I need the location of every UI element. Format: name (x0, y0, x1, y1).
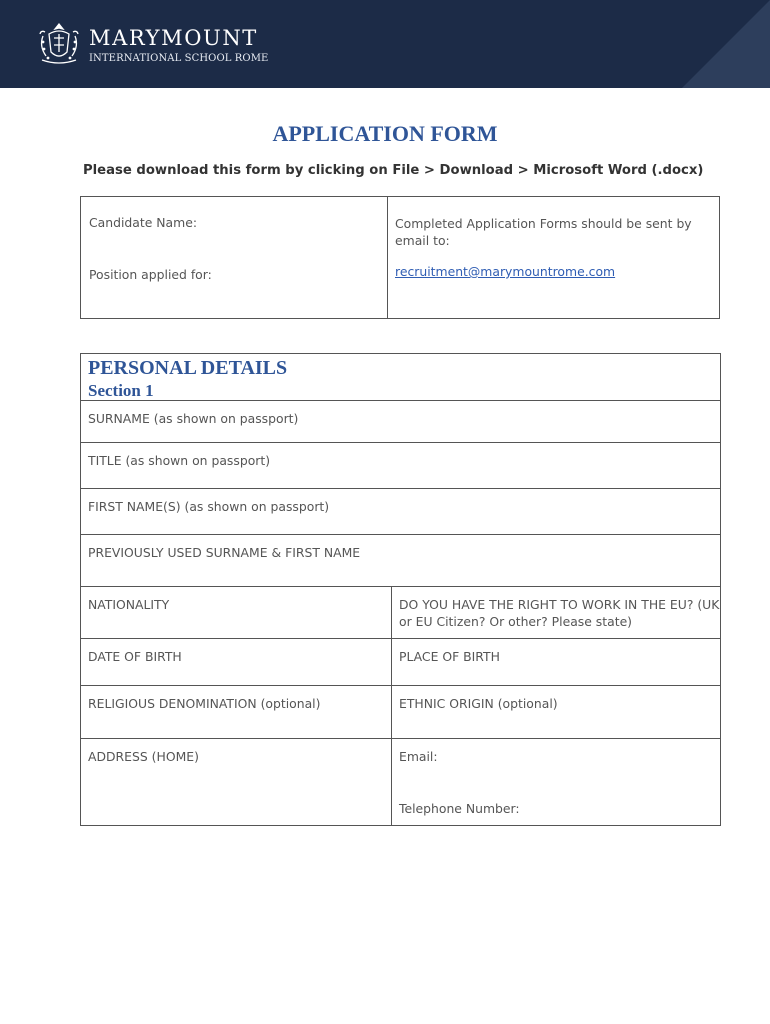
place-of-birth-field[interactable] (392, 639, 721, 686)
religion-field[interactable] (81, 686, 392, 739)
home-address-label: ADDRESS (HOME) (88, 749, 199, 764)
date-of-birth-label: DATE OF BIRTH (88, 649, 182, 664)
date-of-birth-field[interactable] (81, 639, 392, 686)
section-number: Section 1 (88, 381, 154, 400)
previous-names-label: PREVIOUSLY USED SURNAME & FIRST NAME (88, 545, 361, 560)
banner-diagonal-stripe (682, 0, 770, 88)
religion-label: RELIGIOUS DENOMINATION (optional) (88, 696, 321, 711)
form-title: APPLICATION FORM (272, 121, 498, 146)
right-to-work-label: DO YOU HAVE THE RIGHT TO WORK IN THE EU? (UK or EU Citizen? Or other? Please state) (399, 597, 720, 629)
position-label: Position applied for: (89, 267, 212, 282)
title-field[interactable] (81, 443, 721, 489)
candidate-name-label: Candidate Name: (89, 215, 198, 230)
submission-info-cell (388, 197, 720, 319)
contact-field[interactable] (392, 739, 721, 826)
place-of-birth-label: PLACE OF BIRTH (399, 649, 500, 664)
personal-details-header (81, 354, 721, 401)
candidate-info-cell[interactable] (81, 197, 388, 319)
intro-table (80, 196, 720, 319)
ethnic-origin-label: ETHNIC ORIGIN (optional) (399, 696, 558, 711)
surname-field[interactable] (81, 401, 721, 443)
nationality-label: NATIONALITY (88, 597, 170, 612)
ethnic-origin-field[interactable] (392, 686, 721, 739)
recruitment-email-link[interactable]: recruitment@marymountrome.com (395, 264, 616, 279)
previous-names-field[interactable] (81, 535, 721, 587)
first-names-field[interactable] (81, 489, 721, 535)
home-address-field[interactable] (81, 739, 392, 826)
title-label: TITLE (as shown on passport) (88, 453, 271, 468)
personal-details-table (80, 353, 721, 826)
email-label: Email: (399, 749, 438, 764)
school-crest-icon (34, 18, 84, 68)
telephone-label: Telephone Number: (399, 801, 520, 816)
school-subtitle: INTERNATIONAL SCHOOL ROME (89, 53, 269, 64)
first-names-label: FIRST NAME(S) (as shown on passport) (88, 499, 330, 514)
download-instruction: Please download this form by clicking on File > Download > Microsoft Word (.docx) (83, 163, 704, 178)
header-banner (0, 0, 770, 88)
surname-label: SURNAME (as shown on passport) (88, 411, 299, 426)
section-heading: PERSONAL DETAILS (88, 357, 288, 379)
right-to-work-field[interactable] (392, 587, 721, 639)
send-instruction: Completed Application Forms should be sent by email to: (395, 216, 692, 248)
nationality-field[interactable] (81, 587, 392, 639)
school-name: MARYMOUNT (89, 26, 258, 50)
